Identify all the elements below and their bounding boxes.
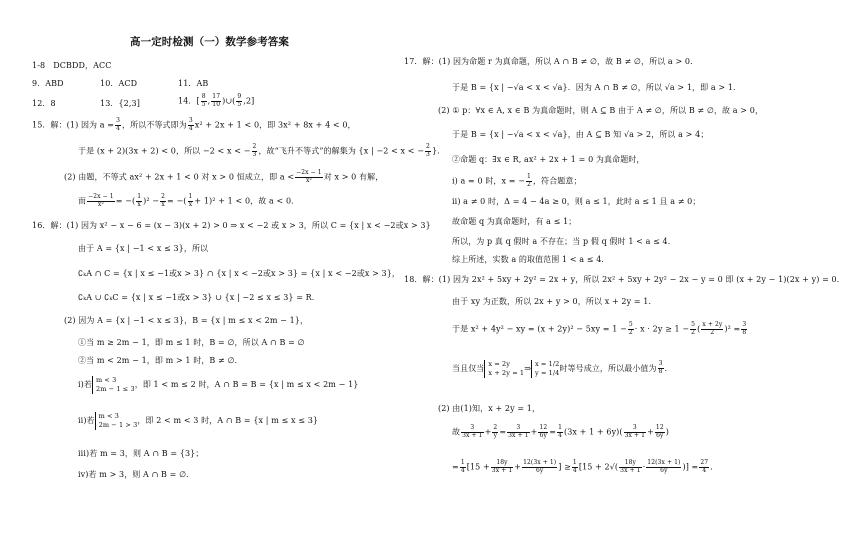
q16-line-2: 由于 A = {x | −1 < x ≤ 3}，所以	[78, 244, 209, 253]
q17-line-10: 综上所述，实数 a 的取值范围 1 < a ≤ 4．	[452, 255, 610, 264]
answer-11: 11．AB	[178, 79, 209, 88]
q16-line-9: ii)若 m < 3 2m − 1 > 3 ，即 2 < m < 3 时，A ∩ B = {x | m ≤ x ≤ 3}	[78, 412, 319, 429]
answer-13: 13．{2,3]	[100, 99, 140, 108]
answer-9: 9．ABD	[32, 79, 64, 88]
answer-12: 12．8	[32, 99, 56, 108]
fraction: $\frac{9}{5}$	[237, 93, 242, 108]
q18-line-3: 于是 x² + 4y² − xy = (x + 2y)² − 5xy = 1 − $\frac{5}{2}$ · x · 2y ≥ 1 − $\frac{5}{2}$ ( $\frac{x + 2y}{2}$ )² = $\frac{3}{8}$	[452, 321, 747, 336]
fraction: $\frac{17}{10}$	[212, 93, 221, 108]
q17-line-7: ii) a ≠ 0 时，Δ = 4 − 4a ≥ 0，则 a ≤ 1，此时 a ≤ 1 且 a ≠ 0；	[452, 197, 701, 206]
answer-14: 14．[ $\frac{8}{5}$ , $\frac{17}{10}$ )∪( $\frac{9}{5}$ ,2]	[178, 93, 255, 108]
q18-line-6: 故 $\frac{3}{3x + 1}$ + $\frac{2}{y}$ = $\frac{3}{3x + 1}$ + $\frac{12}{6y}$ = $\frac{1}{4}$ (3x + 1 + 6y)( $\frac{3}{3x + 1}$ + $\frac{12}{6y}$ )	[452, 424, 669, 439]
q18-line-2: 由于 xy 为正数，所以 2x + y > 0，所以 x + 2y = 1．	[452, 297, 657, 306]
answer-10: 10．ACD	[100, 79, 138, 88]
q17-line-8: 故命题 q 为真命题时，有 a ≤ 1；	[452, 217, 577, 226]
page-title: 高一定时检测（一）数学参考答案	[130, 36, 289, 48]
q16-line-5: (2) 因为 A = {x | −1 < x ≤ 3}，B = {x | m ≤ x < 2m − 1}，	[64, 316, 309, 325]
q17-line-3: (2) ① p：∀x ∈ A, x ∈ B 为真命题时，则 A ⊆ B 由于 A ≠ ∅，所以 B ≠ ∅，故 a > 0，	[438, 106, 764, 115]
answer-line-1-8: 1-8 DCBDD，ACC	[32, 61, 112, 70]
q15-line-3: (2) 由题，不等式 ax² + 2x + 1 < 0 对 x > 0 恒成立，即 a < $\frac{-2x - 1}{\text{x²}}$ 对 x > 0 有解，	[64, 169, 384, 184]
q16-line-11: iv)若 m > 3，则 A ∩ B = ∅．	[78, 470, 195, 479]
q18-line-7: = $\frac{1}{4}$ [15 + $\frac{18y}{3x + 1}$ + $\frac{12(3x + 1)}{6y}$ ] ≥ $\frac{1}{4}$ [15 + 2√( $\frac{18y}{3x + 1}$ · $\frac{12(3x + 1)}{6y}$ )] = $\frac{27}{4}$ ．	[452, 459, 719, 474]
q17-line-2: 于是 B = {x | −√a < x < √a}．因为 A ∩ B ≠ ∅，所以 √a > 1，即 a > 1．	[452, 83, 742, 92]
q16-line-7: ②当 m < 2m − 1，即 m > 1 时，B ≠ ∅．	[78, 356, 243, 365]
fraction: $\frac{8}{5}$	[201, 93, 206, 108]
q17-line-5: ②命题 q：∃x ∈ R, ax² + 2x + 1 = 0 为真命题时，	[452, 155, 645, 164]
q18-line-1: 18．解：(1) 因为 2x² + 5xy + 2y² = 2x + y，所以 2x² + 5xy + 2y² − 2x − y = 0 即 (x + 2y − 1)(2x + y) = 0．	[404, 275, 845, 284]
q16-line-3: ∁ₖA ∩ C = {x | x ≤ −1或x > 3} ∩ {x | x < −2或x > 3} = {x | x < −2或x > 3}，	[78, 269, 401, 278]
q16-line-6: ①当 m ≥ 2m − 1，即 m ≤ 1 时，B = ∅，所以 A ∩ B = ∅	[78, 338, 305, 347]
q16-line-10: iii)若 m = 3，则 A ∩ B = {3}；	[78, 449, 204, 458]
q18-line-4: 当且仅当 x = 2y x + 2y = 1 ⇒ x = 1/2 y = 1/4 时等号成立，所以最小值为 $\frac{3}{8}$ ．	[452, 360, 673, 377]
q17-line-1: 17．解：(1) 因为命题 r 为真命题，所以 A ∩ B ≠ ∅，故 B ≠ ∅，所以 a > 0．	[404, 57, 699, 66]
q17-line-4: 于是 B = {x | −√a < x < √a}，由 A ⊆ B 知 √a > 2，所以 a > 4；	[452, 130, 709, 139]
q16-line-1: 16．解：(1) 因为 x² − x − 6 = (x − 3)(x + 2) > 0 ⇒ x < −2 或 x > 3，所以 C = {x | x < −2或x > 3}	[32, 221, 431, 230]
q16-line-8: i)若 m < 3 2m − 1 ≤ 3 ，即 1 < m ≤ 2 时，A ∩ B = B = {x | m ≤ x < 2m − 1}	[78, 376, 359, 393]
q17-line-9: 所以，为 p 真 q 假时 a 不存在；当 p 假 q 假时 1 < a ≤ 4．	[452, 237, 676, 246]
q16-line-4: ∁ₖA ∪ ∁ₖC = {x | x ≤ −1或x > 3} ∪ {x | −2 ≤ x ≤ 3} = R．	[78, 293, 320, 302]
q15-line-1: 15．解：(1) 因为 a = $\frac{3}{4}$ ，所以不等式即为 $\frac{3}{4}$ x² + 2x + 1 < 0，即 3x² + 8x + 4 < 0，	[32, 117, 356, 132]
q15-line-2: 于是 (x + 2)(3x + 2) < 0，所以 −2 < x < − $\frac{2}{3}$ ，故“飞升不等式”的解集为 {x | −2 < x < − $\frac{2}{3}$ }.	[78, 143, 440, 158]
q18-line-5: (2) 由(1)知，x + 2y = 1，	[438, 404, 541, 413]
q15-line-4: 而 $\frac{-2x - 1}{\text{x²}}$ = −( $\frac{1}{x}$ )² − $\frac{2}{x}$ = −( $\frac{1}{x}$ + 1)² + 1 < 0，故 a < 0．	[78, 193, 300, 208]
q17-line-6: i) a = 0 时，x = − $\frac{1}{2}$ ，符合题意；	[452, 173, 582, 188]
